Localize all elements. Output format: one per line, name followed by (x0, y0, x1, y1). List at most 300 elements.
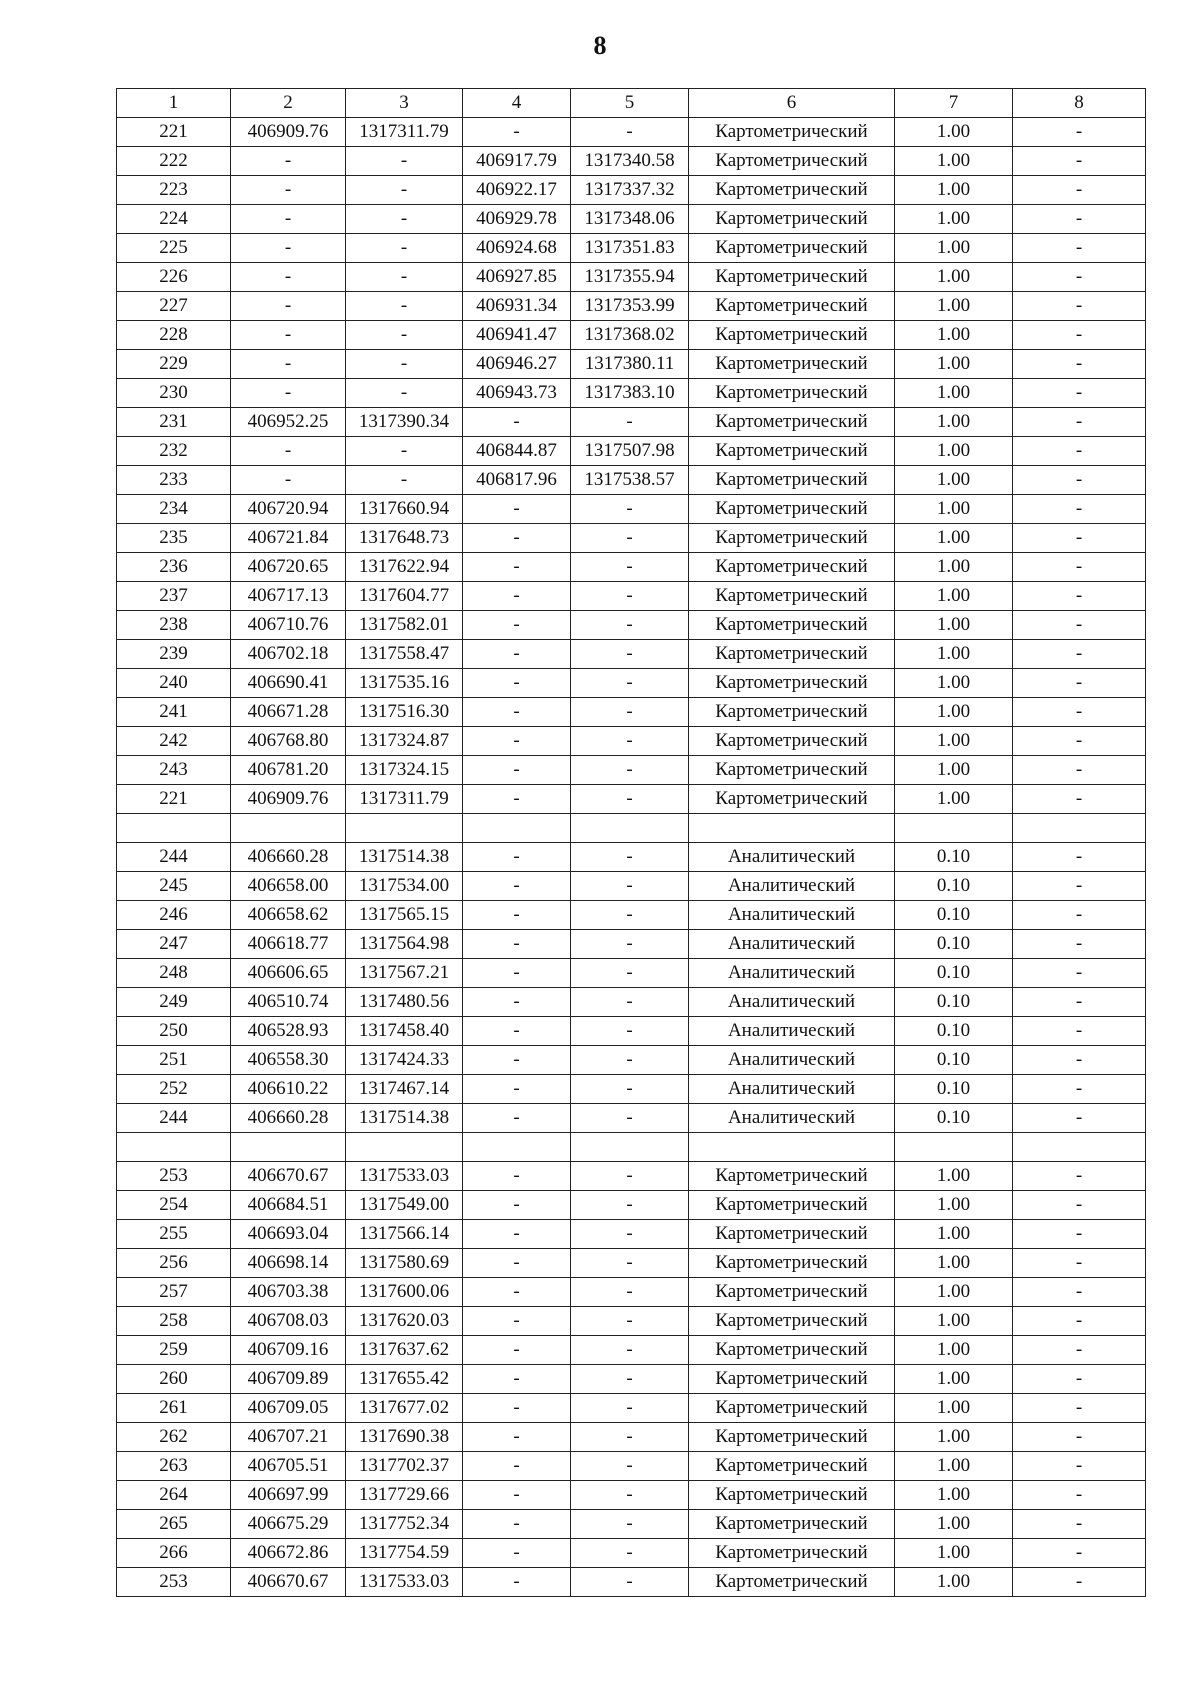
table-row (117, 524, 1146, 553)
table-cell: - (346, 205, 463, 234)
column-header: 3 (346, 89, 463, 118)
table-cell (463, 814, 571, 843)
table-cell: 239 (117, 640, 231, 669)
table-cell: Картометрический (689, 756, 895, 785)
table-cell: 406658.62 (231, 901, 346, 930)
table-cell: - (1013, 234, 1146, 263)
table-cell: 406927.85 (463, 263, 571, 292)
table-cell: 231 (117, 408, 231, 437)
table-cell: 406929.78 (463, 205, 571, 234)
table-cell: - (1013, 727, 1146, 756)
table-cell: - (463, 872, 571, 901)
table-cell: 259 (117, 1336, 231, 1365)
table-cell: 1.00 (895, 1394, 1013, 1423)
table-cell: - (1013, 1075, 1146, 1104)
table-cell: 406710.76 (231, 611, 346, 640)
table-cell: 1317351.83 (571, 234, 689, 263)
table-cell: 237 (117, 582, 231, 611)
table-cell: 1.00 (895, 437, 1013, 466)
table-cell: - (571, 785, 689, 814)
table-cell (463, 1133, 571, 1162)
table-row (117, 1452, 1146, 1481)
table-cell: - (463, 524, 571, 553)
table-cell: 406844.87 (463, 437, 571, 466)
table-cell: 406817.96 (463, 466, 571, 495)
table-cell: 1317754.59 (346, 1539, 463, 1568)
table-cell: - (231, 321, 346, 350)
table-cell: 406672.86 (231, 1539, 346, 1568)
table-cell (689, 814, 895, 843)
table-cell: 1317514.38 (346, 1104, 463, 1133)
table-row (117, 263, 1146, 292)
table-cell: Картометрический (689, 437, 895, 466)
table-cell: Картометрический (689, 1336, 895, 1365)
table-cell: 1.00 (895, 1278, 1013, 1307)
table-cell: Картометрический (689, 1481, 895, 1510)
table-cell: - (1013, 1510, 1146, 1539)
table-cell: 1.00 (895, 1220, 1013, 1249)
table-cell: - (346, 176, 463, 205)
table-cell: 1317558.47 (346, 640, 463, 669)
table-cell (346, 814, 463, 843)
table-row (117, 988, 1146, 1017)
table-row (117, 727, 1146, 756)
table-cell: 0.10 (895, 1046, 1013, 1075)
table-cell: 1.00 (895, 263, 1013, 292)
table-cell: Картометрический (689, 611, 895, 640)
table-cell: - (463, 1017, 571, 1046)
table-body (117, 118, 1146, 1597)
table-cell: Картометрический (689, 408, 895, 437)
table-row (117, 930, 1146, 959)
table-cell: 406528.93 (231, 1017, 346, 1046)
table-cell: 1317424.33 (346, 1046, 463, 1075)
table-cell: - (571, 1394, 689, 1423)
table-cell: - (346, 350, 463, 379)
table-cell: - (346, 292, 463, 321)
table-cell: 1317549.00 (346, 1191, 463, 1220)
table-row (117, 1046, 1146, 1075)
table-cell: 1317380.11 (571, 350, 689, 379)
table-cell: - (1013, 1539, 1146, 1568)
table-cell: 1317516.30 (346, 698, 463, 727)
table-cell: 233 (117, 466, 231, 495)
table-cell: 258 (117, 1307, 231, 1336)
table-cell: 0.10 (895, 872, 1013, 901)
table-cell: - (346, 234, 463, 263)
table-cell: 1.00 (895, 176, 1013, 205)
table-cell: 261 (117, 1394, 231, 1423)
table-cell: 406952.25 (231, 408, 346, 437)
table-cell: 246 (117, 901, 231, 930)
table-cell: Картометрический (689, 321, 895, 350)
table-cell: 406618.77 (231, 930, 346, 959)
table-cell: 1317353.99 (571, 292, 689, 321)
table-row (117, 1278, 1146, 1307)
table-cell (689, 1133, 895, 1162)
table-cell: - (571, 1017, 689, 1046)
table-cell: 240 (117, 669, 231, 698)
table-cell: - (571, 901, 689, 930)
table-cell: Картометрический (689, 263, 895, 292)
table-cell: 1.00 (895, 1336, 1013, 1365)
table-cell: - (463, 698, 571, 727)
table-cell: - (231, 234, 346, 263)
table-row (117, 205, 1146, 234)
table-cell: 1317752.34 (346, 1510, 463, 1539)
table-cell: 1.00 (895, 292, 1013, 321)
table-row (117, 959, 1146, 988)
table-cell: 406670.67 (231, 1162, 346, 1191)
table-cell: - (346, 147, 463, 176)
table-cell: 249 (117, 988, 231, 1017)
table-cell: - (463, 553, 571, 582)
table-cell: - (571, 611, 689, 640)
table-cell: Картометрический (689, 1423, 895, 1452)
table-cell: Картометрический (689, 1307, 895, 1336)
table-row (117, 553, 1146, 582)
table-cell: - (571, 640, 689, 669)
table-cell: 1.00 (895, 1452, 1013, 1481)
table-cell: - (571, 1191, 689, 1220)
table-cell: - (1013, 785, 1146, 814)
table-cell: 1317311.79 (346, 785, 463, 814)
table-cell: 406702.18 (231, 640, 346, 669)
table-cell: 406705.51 (231, 1452, 346, 1481)
table-cell: - (571, 1510, 689, 1539)
table-cell: 236 (117, 553, 231, 582)
table-cell: Картометрический (689, 1249, 895, 1278)
table-cell: Картометрический (689, 669, 895, 698)
table-row (117, 756, 1146, 785)
table-cell: - (1013, 118, 1146, 147)
table-cell: - (1013, 321, 1146, 350)
table-cell: 1.00 (895, 524, 1013, 553)
table-row (117, 147, 1146, 176)
table-cell: - (346, 263, 463, 292)
table-cell: - (571, 1539, 689, 1568)
table-cell: - (571, 408, 689, 437)
table-cell: 1317324.15 (346, 756, 463, 785)
table-cell: 406660.28 (231, 843, 346, 872)
table-cell: - (1013, 466, 1146, 495)
table-cell: 1.00 (895, 1162, 1013, 1191)
table-cell: - (346, 466, 463, 495)
table-cell: - (463, 785, 571, 814)
table-cell: 406693.04 (231, 1220, 346, 1249)
table-row (117, 495, 1146, 524)
table-cell: Картометрический (689, 379, 895, 408)
table-cell: Аналитический (689, 1017, 895, 1046)
table-cell: Картометрический (689, 582, 895, 611)
table-cell: - (1013, 988, 1146, 1017)
column-header: 6 (689, 89, 895, 118)
table-cell: 406709.05 (231, 1394, 346, 1423)
table-cell: 406610.22 (231, 1075, 346, 1104)
table-cell: 253 (117, 1568, 231, 1597)
table-cell: 0.10 (895, 1075, 1013, 1104)
table-cell: - (1013, 1220, 1146, 1249)
table-cell: 1317620.03 (346, 1307, 463, 1336)
table-row (117, 292, 1146, 321)
table-row (117, 1220, 1146, 1249)
table-cell: 228 (117, 321, 231, 350)
table-cell: 406720.65 (231, 553, 346, 582)
table-cell: - (1013, 1365, 1146, 1394)
table-cell: 0.10 (895, 1104, 1013, 1133)
table-row (117, 1336, 1146, 1365)
table-cell: 406917.79 (463, 147, 571, 176)
table-cell: 245 (117, 872, 231, 901)
table-cell: 1317368.02 (571, 321, 689, 350)
table-cell: - (463, 727, 571, 756)
table-cell: - (463, 1481, 571, 1510)
table-cell: 1317600.06 (346, 1278, 463, 1307)
table-cell: 243 (117, 756, 231, 785)
table-cell: 1317565.15 (346, 901, 463, 930)
column-header: 1 (117, 89, 231, 118)
table-cell: 1317534.00 (346, 872, 463, 901)
table-cell: 406660.28 (231, 1104, 346, 1133)
table-row (117, 234, 1146, 263)
table-cell (895, 814, 1013, 843)
table-cell: - (463, 1423, 571, 1452)
table-cell: 247 (117, 930, 231, 959)
table-cell: 406690.41 (231, 669, 346, 698)
table-row (117, 1017, 1146, 1046)
table-cell: 244 (117, 843, 231, 872)
table-cell: - (463, 1046, 571, 1075)
table-cell: - (463, 611, 571, 640)
table-cell: 1317458.40 (346, 1017, 463, 1046)
table-cell (117, 1133, 231, 1162)
table-row (117, 843, 1146, 872)
table-cell: 406708.03 (231, 1307, 346, 1336)
table-cell: 1.00 (895, 785, 1013, 814)
table-cell: 1.00 (895, 1249, 1013, 1278)
table-row (117, 379, 1146, 408)
table-cell: - (571, 582, 689, 611)
table-cell: - (1013, 437, 1146, 466)
table-row (117, 669, 1146, 698)
table-cell: - (231, 292, 346, 321)
table-row (117, 1104, 1146, 1133)
table-cell: Аналитический (689, 959, 895, 988)
table-cell: - (1013, 1104, 1146, 1133)
table-cell: 1.00 (895, 611, 1013, 640)
table-cell: Картометрический (689, 147, 895, 176)
table-cell: 1.00 (895, 756, 1013, 785)
table-cell: - (1013, 1046, 1146, 1075)
table-cell: - (463, 1104, 571, 1133)
table-cell (1013, 814, 1146, 843)
table-cell: 1.00 (895, 582, 1013, 611)
table-cell: Картометрический (689, 495, 895, 524)
table-cell: 406671.28 (231, 698, 346, 727)
table-cell: 238 (117, 611, 231, 640)
table-cell: 0.10 (895, 930, 1013, 959)
table-cell: 227 (117, 292, 231, 321)
table-cell: 1.00 (895, 1568, 1013, 1597)
table-cell: 1317535.16 (346, 669, 463, 698)
table-row (117, 785, 1146, 814)
table-cell: - (1013, 495, 1146, 524)
table-cell: - (571, 698, 689, 727)
table-cell: 262 (117, 1423, 231, 1452)
table-cell: - (463, 930, 571, 959)
table-cell: Картометрический (689, 524, 895, 553)
table-cell: 1317337.32 (571, 176, 689, 205)
column-header: 7 (895, 89, 1013, 118)
table-cell: Картометрический (689, 350, 895, 379)
table-cell: Аналитический (689, 1075, 895, 1104)
table-cell: 1317355.94 (571, 263, 689, 292)
table-cell: 406698.14 (231, 1249, 346, 1278)
table-cell: 0.10 (895, 901, 1013, 930)
table-cell: - (463, 1191, 571, 1220)
table-cell: 226 (117, 263, 231, 292)
table-cell: 1317533.03 (346, 1568, 463, 1597)
table-cell: 406721.84 (231, 524, 346, 553)
table-cell: - (1013, 147, 1146, 176)
table-cell: - (231, 263, 346, 292)
table-cell: - (1013, 1191, 1146, 1220)
table-cell: Картометрический (689, 1278, 895, 1307)
table-cell: - (463, 1539, 571, 1568)
table-cell: 1.00 (895, 205, 1013, 234)
table-cell: 1.00 (895, 727, 1013, 756)
table-cell: - (463, 118, 571, 147)
table-cell: - (1013, 292, 1146, 321)
table-cell: 1317390.34 (346, 408, 463, 437)
table-cell: - (231, 147, 346, 176)
table-cell: - (571, 524, 689, 553)
table-cell: 221 (117, 785, 231, 814)
table-cell: 1317340.58 (571, 147, 689, 176)
table-cell: 251 (117, 1046, 231, 1075)
table-cell: 1317677.02 (346, 1394, 463, 1423)
table-cell: 1.00 (895, 640, 1013, 669)
table-cell: - (571, 669, 689, 698)
table-cell: 254 (117, 1191, 231, 1220)
table-cell: Картометрический (689, 1191, 895, 1220)
table-cell: 406675.29 (231, 1510, 346, 1539)
table-cell: 1.00 (895, 1423, 1013, 1452)
table-cell (346, 1133, 463, 1162)
table-cell: 1317660.94 (346, 495, 463, 524)
table-cell: - (463, 1075, 571, 1104)
table-cell: - (571, 1249, 689, 1278)
table-cell: - (571, 843, 689, 872)
table-cell (231, 814, 346, 843)
table-header-row (117, 89, 1146, 118)
table-cell: Аналитический (689, 988, 895, 1017)
table-cell: - (1013, 901, 1146, 930)
table-cell: 1317467.14 (346, 1075, 463, 1104)
table-cell (571, 814, 689, 843)
table-cell: 1317702.37 (346, 1452, 463, 1481)
table-row (117, 901, 1146, 930)
table-cell: 406946.27 (463, 350, 571, 379)
table-cell: - (571, 1365, 689, 1394)
table-cell: - (1013, 408, 1146, 437)
table-cell: 1.00 (895, 350, 1013, 379)
table-cell: 406670.67 (231, 1568, 346, 1597)
table-cell: - (463, 640, 571, 669)
table-cell: 1.00 (895, 147, 1013, 176)
table-cell: 1317655.42 (346, 1365, 463, 1394)
table-cell: - (231, 176, 346, 205)
table-cell: 406709.16 (231, 1336, 346, 1365)
table-cell: Картометрический (689, 640, 895, 669)
table-cell: Картометрический (689, 292, 895, 321)
table-cell: - (1013, 1568, 1146, 1597)
table-cell: 244 (117, 1104, 231, 1133)
table-row (117, 1394, 1146, 1423)
table-cell: Аналитический (689, 872, 895, 901)
table-cell: - (1013, 1336, 1146, 1365)
table-cell: 406720.94 (231, 495, 346, 524)
table-cell: - (571, 1336, 689, 1365)
table-cell: - (346, 437, 463, 466)
table-cell: 1317622.94 (346, 553, 463, 582)
table-cell: - (1013, 930, 1146, 959)
table-cell: 241 (117, 698, 231, 727)
table-cell: - (1013, 698, 1146, 727)
table-cell: Картометрический (689, 1365, 895, 1394)
table-cell: 0.10 (895, 959, 1013, 988)
table-cell: - (571, 930, 689, 959)
table-row (117, 321, 1146, 350)
table-cell: 230 (117, 379, 231, 408)
table-row (117, 1249, 1146, 1278)
table-row (117, 611, 1146, 640)
table-cell: - (463, 901, 571, 930)
table-cell: - (1013, 959, 1146, 988)
table-cell: - (346, 321, 463, 350)
table-cell: 1.00 (895, 1539, 1013, 1568)
table-cell: 406768.80 (231, 727, 346, 756)
table-cell (231, 1133, 346, 1162)
table-cell: 1.00 (895, 495, 1013, 524)
table-cell: 1.00 (895, 1365, 1013, 1394)
table-cell: - (571, 1568, 689, 1597)
table-cell: - (463, 1249, 571, 1278)
table-cell: - (463, 1365, 571, 1394)
table-cell: - (571, 1278, 689, 1307)
table-cell: - (1013, 1249, 1146, 1278)
table-row (117, 1365, 1146, 1394)
table-row (117, 698, 1146, 727)
table-cell: - (463, 669, 571, 698)
table-cell (1013, 1133, 1146, 1162)
table-cell: 1317604.77 (346, 582, 463, 611)
table-cell: 406606.65 (231, 959, 346, 988)
table-cell (895, 1133, 1013, 1162)
table-cell: 1317690.38 (346, 1423, 463, 1452)
table-cell: 406909.76 (231, 118, 346, 147)
table-cell: 1.00 (895, 118, 1013, 147)
table-cell (117, 814, 231, 843)
table-cell: - (1013, 524, 1146, 553)
table-cell: Аналитический (689, 930, 895, 959)
table-cell: 0.10 (895, 1017, 1013, 1046)
table-cell: Картометрический (689, 785, 895, 814)
table-cell: - (1013, 1423, 1146, 1452)
table-cell: 248 (117, 959, 231, 988)
table-cell: - (571, 1046, 689, 1075)
table-cell: Картометрический (689, 466, 895, 495)
